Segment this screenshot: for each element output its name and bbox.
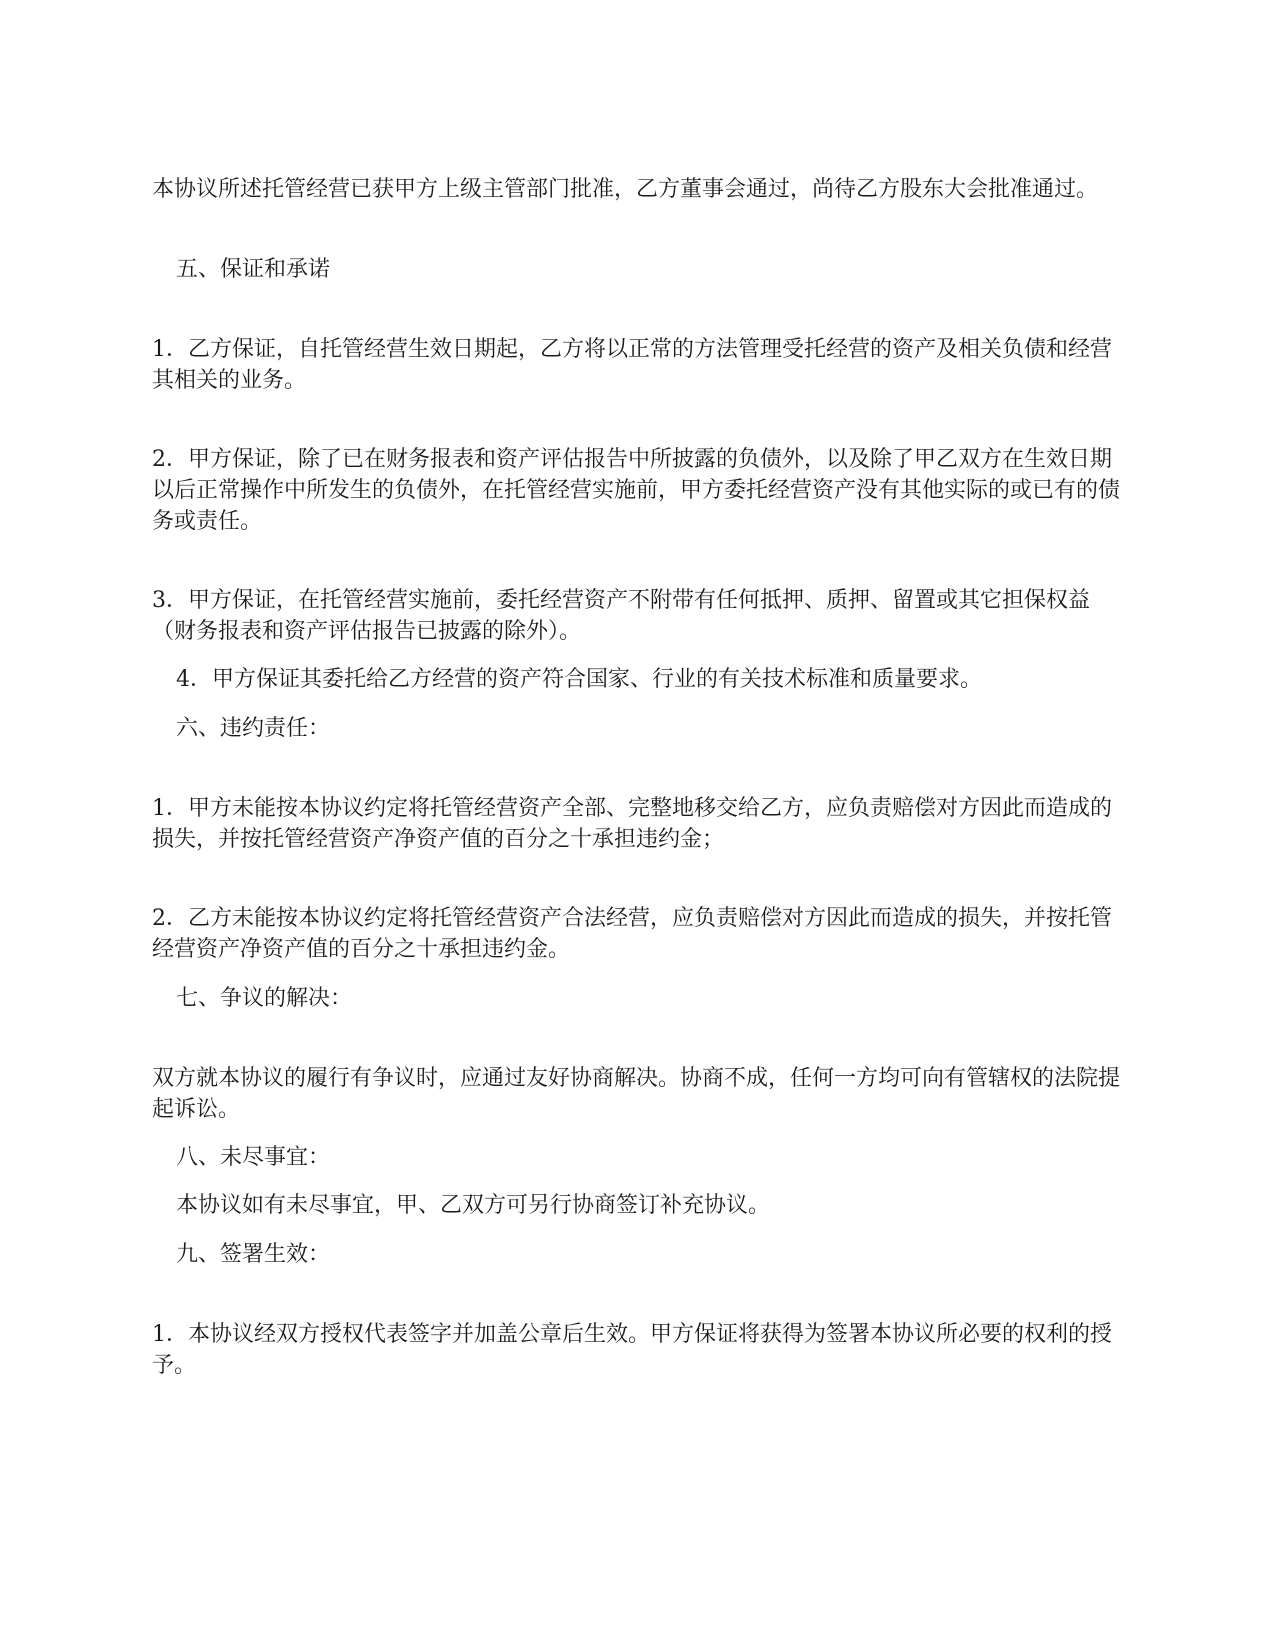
section-heading-guarantees: 五、保证和承诺 <box>176 257 331 282</box>
section-heading-disputes: 七、争议的解决： <box>176 986 353 1011</box>
paragraph-guarantee-2: 2．甲方保证，除了已在财务报表和资产评估报告中所披露的负债外，以及除了甲乙双方在生效日期以后正常操作中所发生的负债外，在托管经营实施前，甲方委托经营资产没有其他实际的或已有的债务或责任。 <box>152 447 1121 534</box>
paragraph-liability-2: 2．乙方未能按本协议约定将托管经营资产合法经营，应负责赔偿对方因此而造成的损失，并按托管经营资产净资产值的百分之十承担违约金。 <box>152 906 1113 962</box>
paragraph-other-matters: 本协议如有未尽事宜，甲、乙双方可另行协商签订补充协议。 <box>176 1193 771 1218</box>
section-heading-other-matters: 八、未尽事宜： <box>176 1145 331 1170</box>
paragraph-disputes: 双方就本协议的履行有争议时，应通过友好协商解决。协商不成，任何一方均可向有管辖权的法院提起诉讼。 <box>152 1066 1121 1122</box>
paragraph-guarantee-4: 4．甲方保证其委托给乙方经营的资产符合国家、行业的有关技术标准和质量要求。 <box>176 667 982 692</box>
section-heading-liability: 六、违约责任： <box>176 716 331 741</box>
paragraph-liability-1: 1．甲方未能按本协议约定将托管经营资产全部、完整地移交给乙方，应负责赔偿对方因此而造成的损失，并按托管经营资产净资产值的百分之十承担违约金； <box>152 796 1113 852</box>
section-heading-effectiveness: 九、签署生效： <box>176 1242 331 1267</box>
paragraph-effectiveness-1: 1．本协议经双方授权代表签字并加盖公章后生效。甲方保证将获得为签署本协议所必要的权利的授予。 <box>152 1322 1113 1378</box>
paragraph-approval: 本协议所述托管经营已获甲方上级主管部门批准，乙方董事会通过，尚待乙方股东大会批准通过。 <box>152 177 1099 202</box>
paragraph-guarantee-1: 1．乙方保证，自托管经营生效日期起，乙方将以正常的方法管理受托经营的资产及相关负债和经营其相关的业务。 <box>152 337 1113 393</box>
paragraph-guarantee-3: 3．甲方保证，在托管经营实施前，委托经营资产不附带有任何抵押、质押、留置或其它担保权益（财务报表和资产评估报告已披露的除外）。 <box>152 588 1091 644</box>
